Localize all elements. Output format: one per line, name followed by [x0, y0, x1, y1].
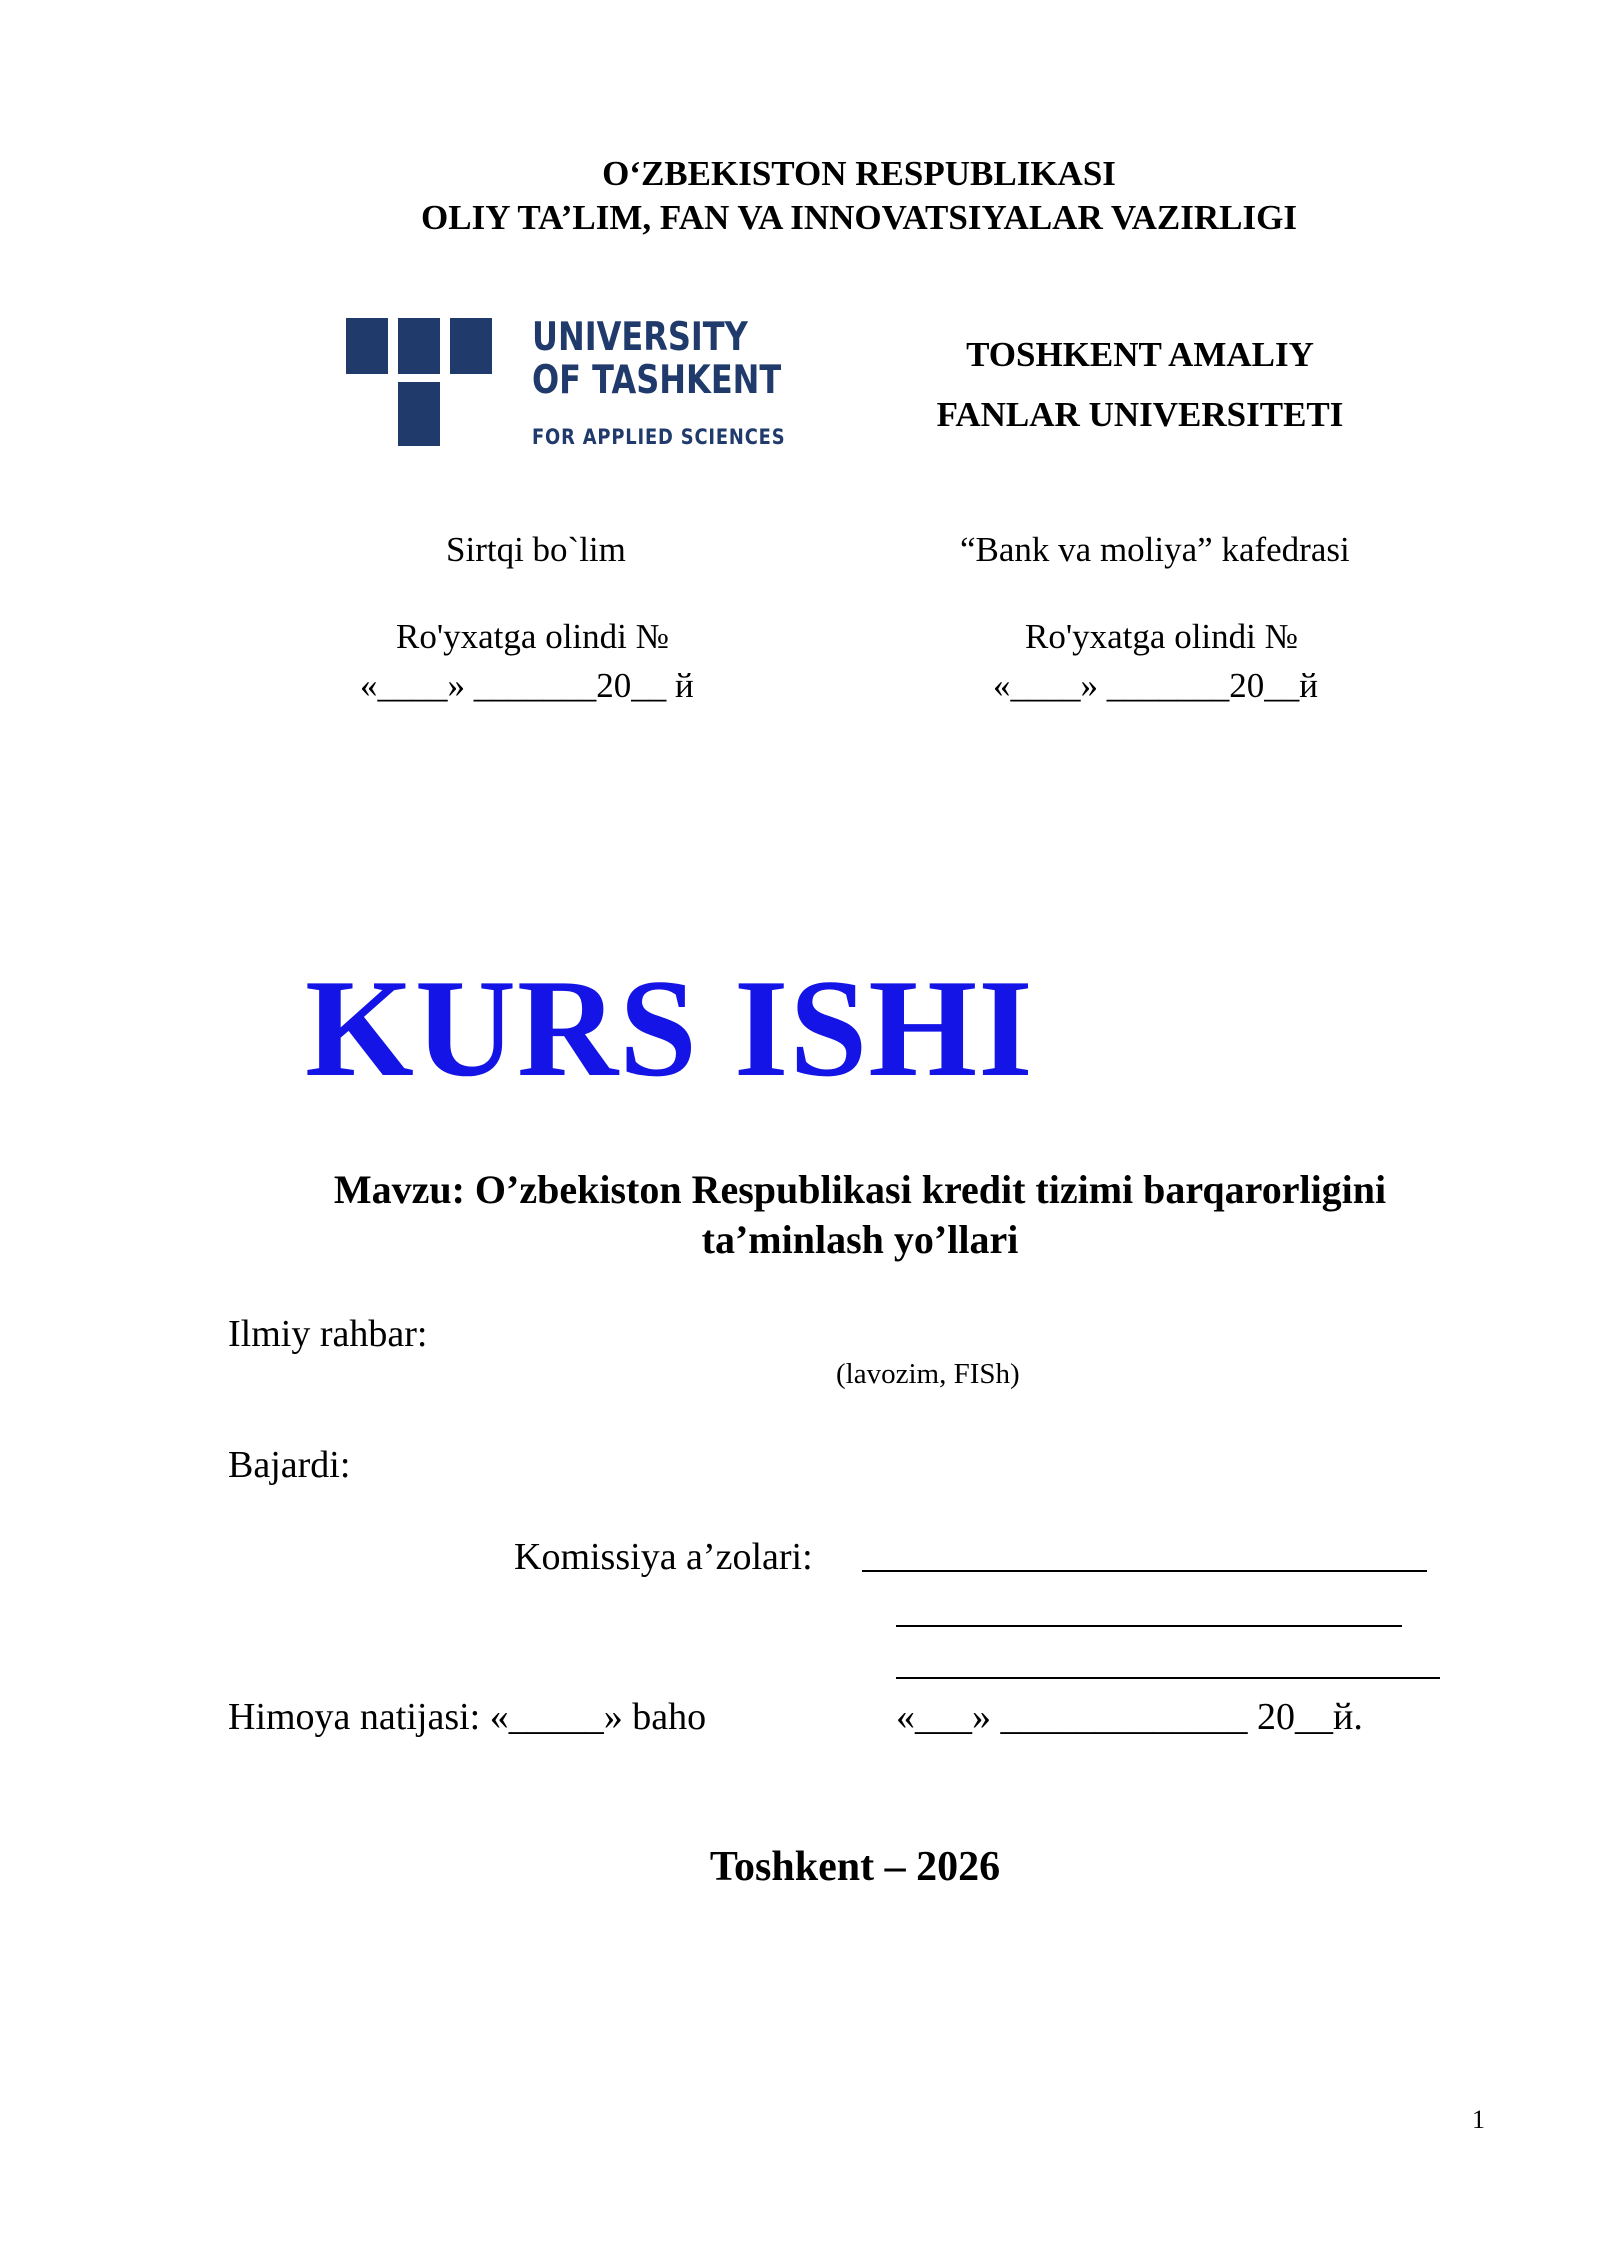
- city-year: Toshkent – 2026: [709, 1844, 1001, 1890]
- topic-line-1: Mavzu: O’zbekiston Respublikasi kredit tizimi barqarorligini: [333, 1167, 1387, 1212]
- defense-result: Himoya natijasi: «_____» baho: [228, 1696, 707, 1738]
- supervisor-hint: (lavozim, FISh): [836, 1358, 1020, 1390]
- ministry-line-2: OLIY TA’LIM, FAN VA INNOVATSIYALAR VAZIRLIGI: [421, 198, 1297, 237]
- logo-text-university: UNIVERSITY: [532, 315, 748, 360]
- university-name-line-2: FANLAR UNIVERSITETI: [936, 395, 1344, 434]
- logo-text-of-tashkent: OF TASHKENT: [532, 358, 782, 403]
- left-department: Sirtqi bo`lim: [446, 530, 626, 569]
- commission-label: Komissiya a’zolari:: [514, 1536, 813, 1578]
- university-logo-icon: [346, 318, 494, 448]
- performer-label: Bajardi:: [228, 1444, 351, 1486]
- commission-line-2: [896, 1625, 1402, 1627]
- right-registration-date: «____» _______20__й: [993, 666, 1318, 705]
- left-registration-date: «____» _______20__ й: [360, 666, 694, 705]
- commission-line-3: [896, 1677, 1440, 1679]
- topic: [0, 1165, 1600, 1265]
- university-name-line-1: TOSHKENT AMALIY: [966, 335, 1314, 374]
- document-title: KURS ISHI: [305, 951, 1034, 1106]
- right-registration-label: Ro'yxatga olindi №: [1025, 617, 1299, 656]
- ministry-header: [0, 152, 1600, 240]
- university-name: [900, 325, 1380, 445]
- ministry-line-1: O‘ZBEKISTON RESPUBLIKASI: [602, 154, 1116, 193]
- topic-line-2: ta’minlash yo’llari: [701, 1217, 1019, 1262]
- supervisor-label: Ilmiy rahbar:: [228, 1313, 428, 1355]
- right-department: “Bank va moliya” kafedrasi: [960, 530, 1350, 569]
- commission-line-1: [862, 1570, 1427, 1572]
- page-number: 1: [1472, 2105, 1485, 2134]
- logo-text-applied-sciences: FOR APPLIED SCIENCES: [532, 425, 786, 449]
- left-registration-label: Ro'yxatga olindi №: [396, 617, 670, 656]
- defense-date: «___» _____________ 20__й.: [896, 1696, 1363, 1738]
